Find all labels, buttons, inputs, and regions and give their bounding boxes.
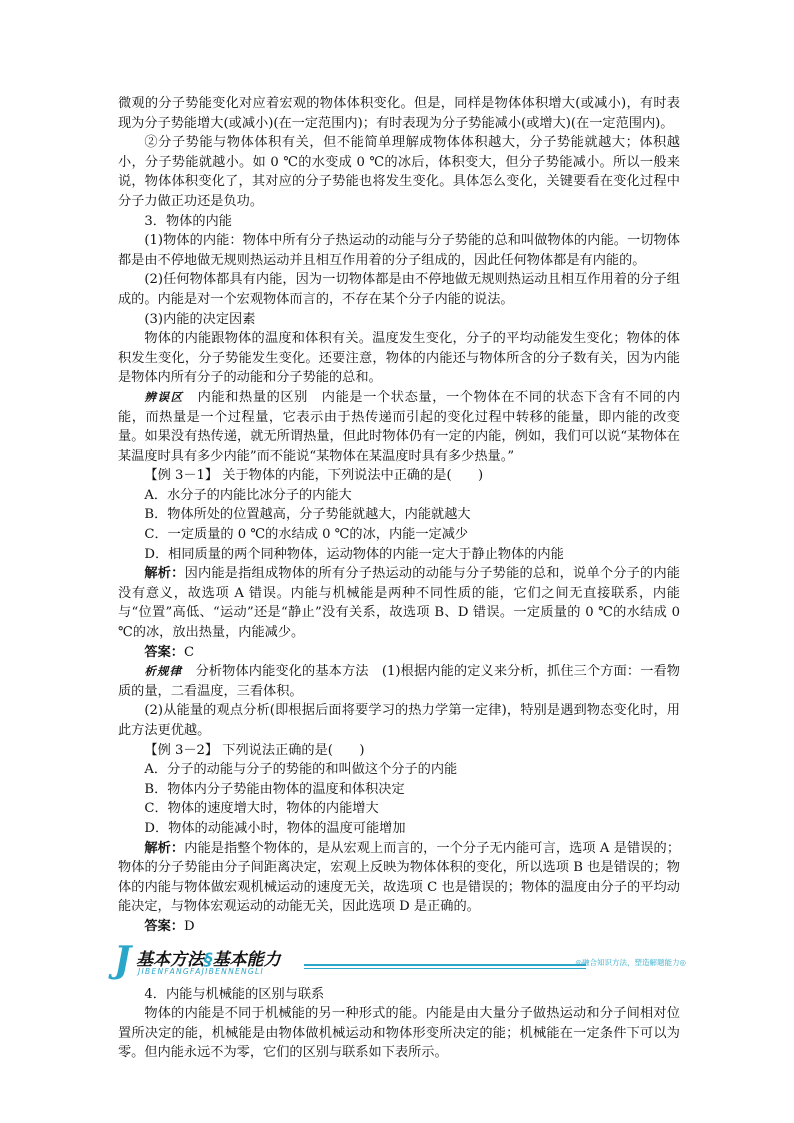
banner-logo-mark: J [114,938,132,981]
option-c: C．一定质量的 0 ℃的水结成 0 ℃的冰，内能一定减少 [144,527,469,543]
example-question: 【例 3－2】 下列说法正确的是( ) [144,742,365,758]
misconception-tag: 辨误区 [144,389,184,404]
paragraph: 物体的内能跟物体的温度和体积有关。温度发生变化，分子的平均动能发生变化；物体的体积发生变化，分子势能发生变化。还要注意，物体的内能还与物体所含的分子数有关，因为内能是物体内所有分子的动能和分子势能的总和。 [118,331,680,386]
banner-title: 基本方法§基本能力 [136,949,281,970]
section-heading: 4．内能与机械能的区别与联系 [144,986,325,1002]
option-b: B．物体内分子势能由物体的温度和体积决定 [144,781,405,797]
paragraph: ②分子势能与物体体积有关，但不能简单理解成物体体积越大，分子势能就越大；体积越小，分子势能就越小。如 0 ℃的水变成 0 ℃的冰后，体积变大，但分子势能减小。所以一般来说，物体体积变化了，其对应的分子势能也将发生变化。具体怎么变化，关键要看在变化过程中分子力做正功还是负功。 [118,135,680,209]
rule-note: 析规律 分析物体内能变化的基本方法 (1)根据内能的定义来分析，抓住三个方面：一看物质的量，二看温度，三看体积。 [118,664,680,699]
subheading: (3)内能的决定因素 [144,311,256,327]
paragraph: (2)从能量的观点分析(即根据后面将要学习的热力学第一定律)，特别是遇到物态变化时，用此方法更优越。 [118,703,680,738]
section-banner [114,938,686,981]
section-heading: 3．物体的内能 [144,213,232,229]
answer: 答案：D [144,918,195,934]
paragraph: 物体的内能是不同于机械能的另一种形式的能。内能是由大量分子做热运动和分子间相对位置所决定的能，机械能是由物体做机械运动和物体形变所决定的能；机械能在一定条件下可以为零。但内能永远不为零，它们的区别与联系如下表所示。 [118,1006,680,1061]
document-page [114,94,686,1063]
banner-divider [304,964,586,966]
rule-tag: 析规律 [144,664,183,679]
banner-slogan: ◎融合知识方法，塑造解题能力◎ [575,957,686,967]
option-c: C．物体的速度增大时，物体的内能增大 [144,801,379,817]
example-question: 【例 3－1】 关于物体的内能，下列说法中正确的是( ) [144,468,484,484]
answer: 答案：C [144,644,195,660]
misconception-note: 辨误区 内能和热量的区别 内能是一个状态量，一个物体在不同的状态下含有不同的内能，而热量是一个过程量，它表示由于热传递而引起的变化过程中转移的能量，即内能的改变量。如果没有热传递，就无所谓热量，但此时物体仍有一定的内能，例如，我们可以说“某物体在某温度时具有多少内能”而不能说“某物体在某温度时具有多少热量。” [118,389,681,464]
analysis: 解析：因内能是指组成物体的所有分子热运动的动能与分子势能的总和，说单个分子的内能没有意义，故选项 A 错误。内能与机械能是两种不同性质的能，它们之间无直接联系，内能与“位置”高低、“运动”还是“静止”没有关系，故选项 B、D 错误。一定质量的 0 ℃的水结成 0 ℃的冰，放出热量，内能减少。 [118,566,680,641]
option-b: B．物体所处的位置越高，分子势能就越大，内能就越大 [144,507,471,523]
banner-pinyin: JIBENFANGFAJIBENNENGLI [138,966,265,976]
paragraph: 微观的分子势能变化对应着宏观的物体体积变化。但是，同样是物体体积增大(或减小)，有时表现为分子势能增大(或减小)(在一定范围内)；有时表现为分子势能减小(或增大)(在一定范围内)。 [118,96,680,131]
option-d: D．物体的动能减小时，物体的温度可能增加 [144,820,406,836]
option-d: D．相同质量的两个同种物体，运动物体的内能一定大于静止物体的内能 [144,546,564,562]
paragraph: (1)物体的内能：物体中所有分子热运动的动能与分子势能的总和叫做物体的内能。一切物体都是由不停地做无规则热运动并且相互作用着的分子组成的，因此任何物体都是有内能的。 [118,233,680,268]
option-a: A．水分子的内能比冰分子的内能大 [144,487,352,503]
option-a: A．分子的动能与分子的势能的和叫做这个分子的内能 [144,762,458,778]
paragraph: (2)任何物体都具有内能，因为一切物体都是由不停地做无规则热运动且相互作用着的分子组成的。内能是对一个宏观物体而言的，不存在某个分子内能的说法。 [118,272,680,307]
analysis: 解析：内能是指整个物体的，是从宏观上而言的，一个分子无内能可言，选项 A 是错误的；物体的分子势能由分子间距离决定，宏观上反映为物体体积的变化，所以选项 B 也是错误的；物体的内能与物体做宏观机械运动的速度无关，故选项 C 也是错误的；物体的温度由分子的平均动能决定，与物体宏观运动的动能无关，因此选项 D 是正确的。 [118,840,681,915]
